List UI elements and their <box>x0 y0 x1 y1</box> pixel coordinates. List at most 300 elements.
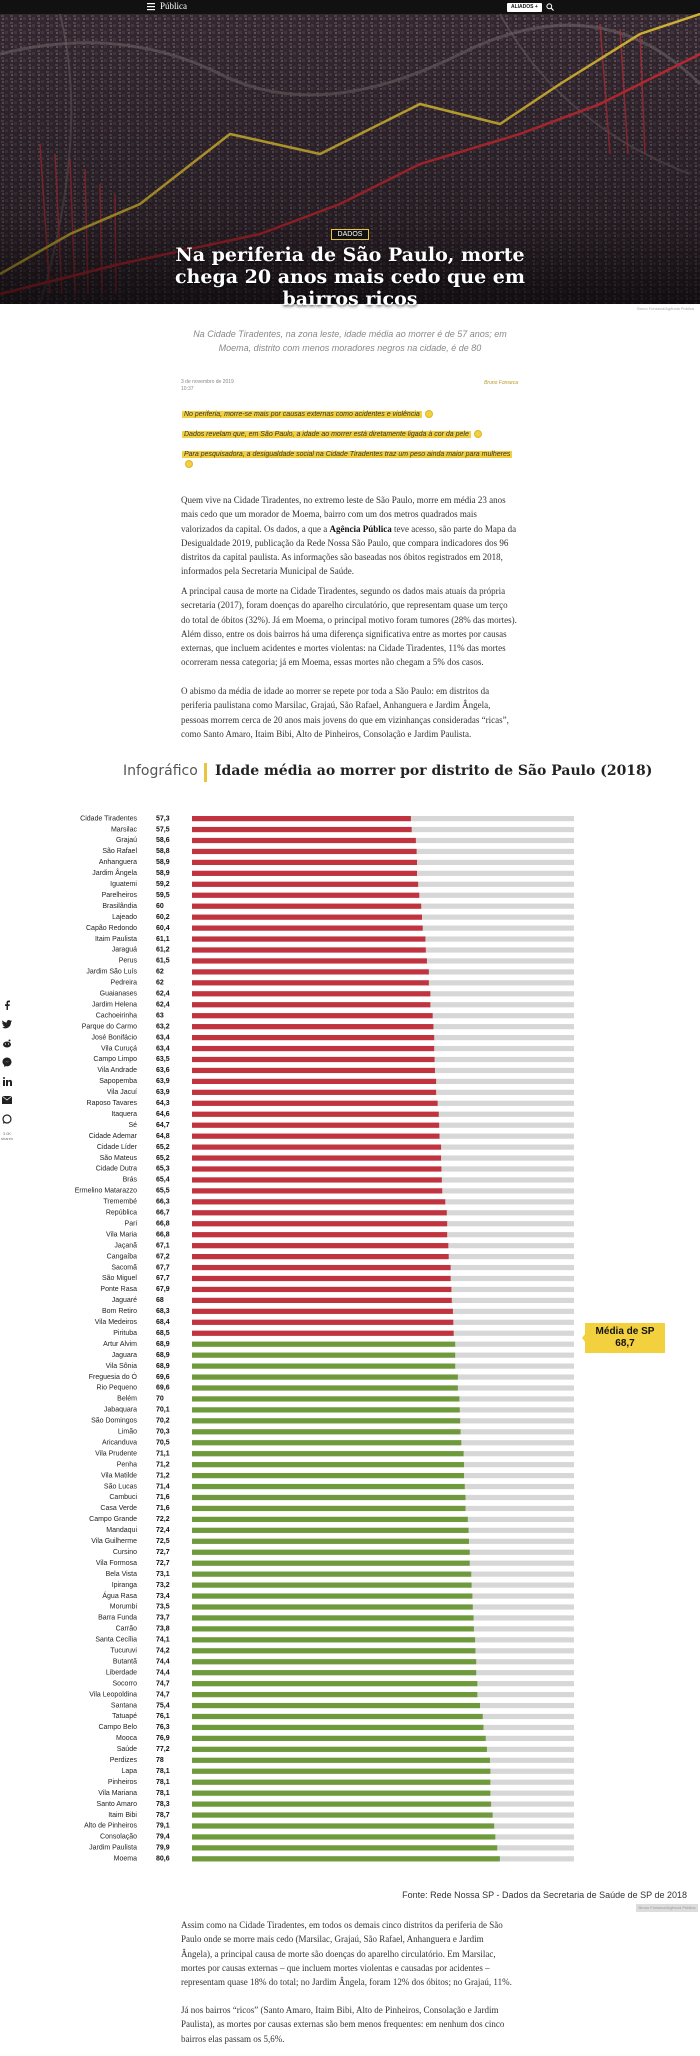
bar[interactable] <box>192 904 421 909</box>
category-badge[interactable]: DADOS <box>331 229 369 240</box>
value-label: 65,2 <box>156 1143 170 1151</box>
bar[interactable] <box>192 1243 448 1248</box>
value-label: 72,7 <box>156 1548 170 1556</box>
bar[interactable] <box>192 1802 491 1807</box>
bar[interactable] <box>192 1834 495 1839</box>
district-label: Mandaqui <box>106 1527 137 1535</box>
district-label: Socorro <box>112 1680 137 1688</box>
sp-average-callout <box>585 1323 665 1353</box>
district-label: Ipiranga <box>111 1581 137 1589</box>
bar[interactable] <box>192 1188 442 1193</box>
value-label: 58,9 <box>156 870 170 878</box>
district-label: Jaguaré <box>111 1297 137 1305</box>
district-label: Cangaíba <box>106 1253 137 1261</box>
bar[interactable] <box>192 1364 455 1369</box>
district-label: José Bonifácio <box>91 1034 137 1042</box>
district-label: Vila Mariana <box>98 1789 137 1797</box>
value-label: 70 <box>156 1395 164 1403</box>
district-label: Santo Amaro <box>96 1800 137 1808</box>
district-label: Iguatemi <box>110 881 137 888</box>
twitter-icon <box>2 1020 12 1028</box>
infographic-credit-badge: Bruno Fonseca/Agência Pública <box>636 1904 698 1912</box>
value-label: 67,9 <box>156 1286 170 1294</box>
value-label: 68,9 <box>156 1351 170 1359</box>
bar[interactable] <box>192 1112 439 1117</box>
district-label: Lajeado <box>112 913 137 921</box>
value-label: 63,4 <box>156 1045 170 1053</box>
bar[interactable] <box>192 838 416 843</box>
value-label: 73,1 <box>156 1570 170 1578</box>
value-label: 61,2 <box>156 946 170 954</box>
paragraph-text: teve acesso, são parte do Mapa da Desigualdade 2019, publicação da Rede Nossa São Paulo, que compara indicadores dos 96 distritos da capital paulista. As informações são baseadas nos óbitos registrados em 2018, informados pela Secretaria Municipal de Saúde. <box>181 523 517 577</box>
bar[interactable] <box>192 1648 475 1653</box>
district-label: Aricanduva <box>101 1439 137 1447</box>
bar[interactable] <box>192 1812 493 1817</box>
article-lede: Na Cidade Tiradentes, na zona leste, idade média ao morrer é de 57 anos; em Moema, distrito com menos moradores negros na cidade, é de 80 <box>193 329 507 353</box>
value-label: 73,8 <box>156 1625 170 1633</box>
district-label: Vila Maria <box>106 1231 137 1239</box>
messenger-share-button[interactable] <box>0 1055 14 1069</box>
value-label: 64,8 <box>156 1132 170 1140</box>
bar[interactable] <box>192 1407 460 1412</box>
facebook-share-button[interactable] <box>0 998 14 1012</box>
bar[interactable] <box>192 1090 436 1095</box>
linkedin-icon <box>3 1077 12 1086</box>
bar[interactable] <box>192 1637 475 1642</box>
value-label: 57,5 <box>156 826 170 834</box>
district-label: Grajaú <box>115 837 137 845</box>
value-label: 80,6 <box>156 1855 170 1863</box>
district-label: Tucuruvi <box>110 1647 137 1655</box>
bar[interactable] <box>192 1780 490 1785</box>
bar[interactable] <box>192 1462 464 1467</box>
article-paragraph: A principal causa de morte na Cidade Tiradentes, segundo os dados mais atuais da própria secretaria (2017), foram doenças do aparelho circulatório, que representam quase um terço do total de óbitos (32%). Já em Moema, o principal motivo foram tumores (28% das mortes). Além disso, entre os dois bairros há uma diferença significativa entre as mortes por causas externas, que incluem acidentes e mortes violentas: na Cidade Tiradentes, 11% das mortes ocorreram nessa categoria; já em Moema, essas mortes não chegam a 5% dos casos. <box>181 586 517 668</box>
district-label: Barra Funda <box>98 1614 137 1622</box>
value-label: 63,5 <box>156 1056 170 1064</box>
bar[interactable] <box>192 1769 490 1774</box>
tweet-dot-icon[interactable] <box>425 410 433 418</box>
district-label: Jardim Ângela <box>92 870 137 878</box>
value-label: 71,4 <box>156 1483 170 1491</box>
value-label: 64,7 <box>156 1121 170 1129</box>
bar[interactable] <box>192 1418 460 1423</box>
district-label: Vila Jacuí <box>106 1089 137 1097</box>
bar[interactable] <box>192 1101 438 1106</box>
bar[interactable] <box>192 1265 451 1270</box>
bar[interactable] <box>192 1747 487 1752</box>
bar[interactable] <box>192 1791 490 1796</box>
bar[interactable] <box>192 1583 472 1588</box>
district-label: Ermelino Matarazzo <box>74 1187 137 1195</box>
highlight-text: No periferia, morre-se mais por causas externas como acidentes e violência <box>184 411 420 418</box>
value-label: 74,7 <box>156 1680 170 1688</box>
article-paragraph <box>181 493 517 579</box>
district-label: Carrão <box>115 1625 137 1633</box>
facebook-icon <box>3 1000 11 1010</box>
whatsapp-icon <box>2 1114 12 1124</box>
bar[interactable] <box>192 1177 442 1182</box>
district-label: Vila Matilde <box>100 1472 137 1480</box>
value-label: 77,2 <box>156 1746 170 1754</box>
value-label: 69,6 <box>156 1373 170 1381</box>
photo-credit: Bruno Fonseca/Agência Pública <box>637 306 694 311</box>
bar[interactable] <box>192 1210 447 1215</box>
article-author-link[interactable]: Bruno Fonseca <box>484 380 518 386</box>
callout-value: 68,7 <box>615 1338 635 1349</box>
bar[interactable] <box>192 827 412 832</box>
email-icon <box>2 1096 12 1104</box>
bar[interactable] <box>192 1681 477 1686</box>
bar[interactable] <box>192 1068 435 1073</box>
district-label: São Miguel <box>101 1275 137 1283</box>
twitter-share-button[interactable] <box>0 1017 14 1031</box>
bar[interactable] <box>192 1024 433 1029</box>
district-label: Butantã <box>112 1658 137 1666</box>
district-label: Jaraguá <box>111 946 137 954</box>
value-label: 71,2 <box>156 1461 170 1469</box>
bar[interactable] <box>192 1626 474 1631</box>
highlight-text: Dados revelam que, em São Paulo, a idade ao morrer está diretamente ligada à cor da pele <box>184 431 469 438</box>
infographic-label: Infográfico <box>123 763 198 779</box>
bar[interactable] <box>192 1593 472 1598</box>
infographic-divider <box>204 763 207 782</box>
value-label: 76,9 <box>156 1735 170 1743</box>
bar[interactable] <box>192 1725 483 1730</box>
district-label: Pedreira <box>110 979 137 987</box>
district-label: Sapopemba <box>99 1078 137 1086</box>
highlight-item[interactable] <box>182 410 433 420</box>
district-label: Jaçanã <box>114 1242 137 1250</box>
article-paragraph: Assim como na Cidade Tiradentes, em todos os demais cinco distritos da periferia de São Paulo onde se morre mais cedo (Marsilac, Grajaú, São Rafael, Anhanguera e Jardim Ângela), a principal causa de morte são doenças do aparelho circulatório. Em Marsilac, mortes por causas externas – que incluem mortes violentas e causadas por acidentes – representam quase 18% do total; no Jardim Ângela, foram 12% dos óbitos; no Grajaú, 11%. <box>181 1920 512 1988</box>
bar[interactable] <box>192 1714 483 1719</box>
district-label: Água Rasa <box>102 1592 137 1600</box>
district-label: Bela Vista <box>105 1570 137 1578</box>
site-logo[interactable] <box>160 1 187 12</box>
bar[interactable] <box>192 1396 459 1401</box>
value-label: 58,8 <box>156 848 170 856</box>
value-label: 74,7 <box>156 1691 170 1699</box>
bar[interactable] <box>192 816 411 821</box>
district-label: Sé <box>128 1121 137 1129</box>
paragraph-text: Quem vive na Cidade Tiradentes, no extremo leste de São Paulo, morre em média 23 anos mais cedo que um morador de Moema, bairro com um dos metros quadrados mais valorizados da capital. Os dados, a que a <box>181 495 506 534</box>
district-label: República <box>105 1209 137 1217</box>
bar[interactable] <box>192 1199 445 1204</box>
value-label: 60,4 <box>156 924 170 932</box>
bar[interactable] <box>192 1758 490 1763</box>
bar[interactable] <box>192 1232 447 1237</box>
value-label: 61,1 <box>156 935 170 943</box>
value-label: 59,2 <box>156 881 170 888</box>
value-label: 68,5 <box>156 1329 170 1337</box>
bar[interactable] <box>192 1221 447 1226</box>
aliados-button[interactable]: ALIADOS + <box>507 3 542 12</box>
value-label: 66,7 <box>156 1209 170 1217</box>
value-label: 72,2 <box>156 1516 170 1524</box>
highlight-item[interactable] <box>182 430 482 440</box>
bar[interactable] <box>192 860 417 865</box>
value-label: 76,3 <box>156 1724 170 1732</box>
value-label: 58,9 <box>156 859 170 867</box>
value-label: 62,4 <box>156 1001 170 1009</box>
whatsapp-share-button[interactable] <box>0 1112 14 1126</box>
site-logo-text: Pública <box>160 1 187 11</box>
district-label: Rio Pequeno <box>96 1384 137 1392</box>
bar[interactable] <box>192 1484 465 1489</box>
district-label: Alto de Pinheiros <box>84 1822 137 1830</box>
value-label: 60,2 <box>156 913 170 921</box>
share-sidebar <box>0 998 14 1141</box>
district-label: Parelheiros <box>101 891 137 899</box>
district-label: Itaquera <box>111 1110 137 1118</box>
district-label: Campo Limpo <box>93 1056 137 1064</box>
district-label: Ponte Rasa <box>100 1286 137 1294</box>
article-title: Na periferia de São Paulo, morte chega 20 anos mais cedo que em bairros ricos <box>174 244 525 310</box>
district-label: Jardim Helena <box>91 1001 137 1009</box>
publish-time: 10:37 <box>181 386 194 392</box>
district-label: Raposo Tavares <box>86 1100 137 1107</box>
district-label: Perus <box>118 957 137 965</box>
bar[interactable] <box>192 1166 441 1171</box>
bar[interactable] <box>192 1473 464 1478</box>
district-label: Jardim São Luís <box>86 968 137 976</box>
bar[interactable] <box>192 1123 439 1128</box>
bar[interactable] <box>192 893 419 898</box>
bar[interactable] <box>192 1736 486 1741</box>
bar[interactable] <box>192 1703 480 1708</box>
bar[interactable] <box>192 1451 464 1456</box>
hero-image <box>0 14 700 311</box>
bar[interactable] <box>192 1035 434 1040</box>
value-label: 70,1 <box>156 1406 170 1414</box>
bar[interactable] <box>192 1550 470 1555</box>
district-label: Pari <box>124 1220 137 1228</box>
value-label: 63,6 <box>156 1067 170 1075</box>
district-label: Santa Cecília <box>95 1636 137 1644</box>
bar[interactable] <box>192 1572 471 1577</box>
value-label: 64,3 <box>156 1100 170 1107</box>
value-label: 68,9 <box>156 1340 170 1348</box>
bar[interactable] <box>192 980 429 985</box>
district-label: Belém <box>117 1395 137 1403</box>
bar[interactable] <box>192 1276 451 1281</box>
district-label: Freguesia do Ó <box>88 1373 137 1381</box>
highlight-item[interactable] <box>182 450 522 470</box>
bar[interactable] <box>192 1659 476 1664</box>
district-label: Vila Formosa <box>95 1559 137 1567</box>
bar[interactable] <box>192 1539 469 1544</box>
bar[interactable] <box>192 1517 468 1522</box>
bar[interactable] <box>192 1823 494 1828</box>
district-label: São Mateus <box>99 1154 137 1162</box>
value-label: 63,2 <box>156 1023 170 1031</box>
district-label: Sacomã <box>111 1264 137 1272</box>
highlight-text: Para pesquisadora, a desigualdade social na Cidade Tiradentes traz um peso ainda maior para mulheres <box>184 451 511 458</box>
value-label: 63,9 <box>156 1089 170 1097</box>
value-label: 67,7 <box>156 1275 170 1283</box>
district-label: Cidade Dutra <box>95 1165 137 1173</box>
value-label: 68,3 <box>156 1308 170 1316</box>
value-label: 67,7 <box>156 1264 170 1272</box>
value-label: 74,4 <box>156 1658 170 1666</box>
district-label: Vila Curuçá <box>100 1045 137 1053</box>
value-label: 72,5 <box>156 1538 170 1545</box>
article-paragraph: O abismo da média de idade ao morrer se repete por toda a São Paulo: em distritos da periferia paulistana como Marsilac, Grajaú, São Rafael, Anhanguera e Jardim Ângela, pessoas morrem cerca de 20 anos mais jovens do que em vizinhanças consideradas “ricas”, como Santo Amaro, Itaim Bibi, Alto de Pinheiros, Consolação e Jardim Paulista. <box>181 686 509 739</box>
value-label: 68,4 <box>156 1319 170 1326</box>
bar[interactable] <box>192 1298 452 1303</box>
tweet-dot-icon[interactable] <box>474 430 482 438</box>
bar[interactable] <box>192 1561 470 1566</box>
value-label: 79,4 <box>156 1833 170 1841</box>
value-label: 62 <box>156 979 164 987</box>
value-label: 71,6 <box>156 1505 170 1513</box>
bar[interactable] <box>192 1615 474 1620</box>
value-label: 71,2 <box>156 1472 170 1480</box>
district-label: Casa Verde <box>100 1505 137 1513</box>
district-label: Tatuapé <box>112 1713 137 1721</box>
bar[interactable] <box>192 1046 434 1051</box>
value-label: 66,8 <box>156 1220 170 1228</box>
value-label: 60 <box>156 902 164 910</box>
district-label: Perdizes <box>109 1757 137 1764</box>
bar[interactable] <box>192 1134 440 1139</box>
bar[interactable] <box>192 1057 435 1062</box>
value-label: 74,2 <box>156 1647 170 1655</box>
bar[interactable] <box>192 936 425 941</box>
bar[interactable] <box>192 1495 466 1500</box>
value-label: 71,6 <box>156 1494 170 1502</box>
bar[interactable] <box>192 1342 455 1347</box>
email-share-button[interactable] <box>0 1093 14 1107</box>
bar[interactable] <box>192 1385 458 1390</box>
district-label: Marsilac <box>110 826 137 834</box>
district-label: Penha <box>116 1461 137 1469</box>
district-label: Brás <box>122 1176 137 1184</box>
bar[interactable] <box>192 1287 451 1292</box>
district-label: Itaim Bibi <box>108 1811 137 1819</box>
bar[interactable] <box>192 1845 497 1850</box>
district-label: Pinheiros <box>107 1778 137 1786</box>
value-label: 65,3 <box>156 1165 170 1173</box>
bar[interactable] <box>192 969 429 974</box>
value-label: 67,1 <box>156 1242 170 1250</box>
value-label: 78,1 <box>156 1778 170 1786</box>
bar[interactable] <box>192 1506 466 1511</box>
district-label: Vila Guilherme <box>91 1538 137 1545</box>
bar[interactable] <box>192 1254 449 1259</box>
district-label: Pirituba <box>113 1329 137 1337</box>
district-label: Cidade Líder <box>96 1143 137 1151</box>
district-label: Campo Belo <box>98 1724 137 1732</box>
agencia-publica-link[interactable]: Agência Pública <box>329 523 392 534</box>
bar[interactable] <box>192 1604 473 1609</box>
reddit-icon <box>2 1039 12 1048</box>
messenger-icon <box>2 1057 12 1067</box>
value-label: 78,1 <box>156 1767 170 1775</box>
value-label: 62,4 <box>156 990 170 998</box>
tweet-dot-icon[interactable] <box>185 460 193 468</box>
bar[interactable] <box>192 915 422 920</box>
bar[interactable] <box>192 1670 476 1675</box>
value-label: 63,4 <box>156 1034 170 1042</box>
bar[interactable] <box>192 958 427 963</box>
bar[interactable] <box>192 1002 430 1007</box>
district-label: São Lucas <box>103 1483 137 1491</box>
article-date <box>181 379 234 393</box>
publish-date: 3 de novembro de 2019 <box>181 379 234 385</box>
district-label: Jardim Paulista <box>89 1844 137 1852</box>
district-label: São Domingos <box>91 1417 137 1425</box>
bar[interactable] <box>192 1374 458 1379</box>
district-label: Liberdade <box>105 1669 137 1677</box>
district-label: Morumbi <box>109 1603 137 1611</box>
bar[interactable] <box>192 1692 477 1697</box>
district-label: Capão Redondo <box>86 924 137 932</box>
bar[interactable] <box>192 1353 455 1358</box>
article-paragraph: Já nos bairros “ricos” (Santo Amaro, Itaim Bibi, Alto de Pinheiros, Consolação e Jardim Paulista), as mortes por causas externas são bem menos frequentes: em nenhum dos cinco bairros elas passam os 5,6%. <box>181 2005 505 2044</box>
bar[interactable] <box>192 849 417 854</box>
bar[interactable] <box>192 1331 454 1336</box>
bar[interactable] <box>192 991 430 996</box>
value-label: 68,9 <box>156 1362 170 1370</box>
value-label: 79,9 <box>156 1844 170 1852</box>
bar[interactable] <box>192 1145 441 1150</box>
search-icon[interactable] <box>546 3 554 11</box>
district-label: Itaim Paulista <box>94 935 137 943</box>
bar[interactable] <box>192 947 426 952</box>
value-label: 65,5 <box>156 1187 170 1195</box>
menu-icon[interactable] <box>147 2 155 11</box>
district-label: Campo Grande <box>89 1516 137 1524</box>
value-label: 78,3 <box>156 1800 170 1808</box>
bar[interactable] <box>192 1079 436 1084</box>
district-label: Brasilândia <box>102 902 137 910</box>
value-label: 73,4 <box>156 1592 170 1600</box>
district-label: Parque do Carmo <box>81 1023 137 1031</box>
value-label: 71,1 <box>156 1450 170 1458</box>
value-label: 65,4 <box>156 1176 170 1184</box>
value-label: 63 <box>156 1012 164 1020</box>
bar[interactable] <box>192 1155 441 1160</box>
bar[interactable] <box>192 1856 500 1861</box>
linkedin-share-button[interactable] <box>0 1074 14 1088</box>
value-label: 78,1 <box>156 1789 170 1797</box>
bar[interactable] <box>192 1440 461 1445</box>
bar[interactable] <box>192 1528 469 1533</box>
bar[interactable] <box>192 882 418 887</box>
bar[interactable] <box>192 871 417 876</box>
value-label: 75,4 <box>156 1702 170 1710</box>
district-label: Vila Andrade <box>97 1067 137 1075</box>
district-label: Jaguara <box>111 1351 137 1359</box>
top-bar <box>0 0 700 14</box>
value-label: 64,6 <box>156 1110 170 1118</box>
district-label: Cachoeirinha <box>95 1012 137 1020</box>
bar[interactable] <box>192 1309 453 1314</box>
value-label: 65,2 <box>156 1154 170 1162</box>
district-label: Jabaquara <box>103 1406 137 1414</box>
bar[interactable] <box>192 926 423 931</box>
bar[interactable] <box>192 1320 453 1325</box>
district-label: Cursino <box>112 1548 137 1556</box>
reddit-share-button[interactable] <box>0 1036 14 1050</box>
callout-label: Média de SP <box>595 1326 655 1337</box>
value-label: 58,6 <box>156 837 170 845</box>
bar[interactable] <box>192 1429 461 1434</box>
value-label: 74,4 <box>156 1669 170 1677</box>
bar[interactable] <box>192 1013 433 1018</box>
district-label: Bom Retiro <box>101 1308 137 1316</box>
value-label: 67,2 <box>156 1253 170 1261</box>
